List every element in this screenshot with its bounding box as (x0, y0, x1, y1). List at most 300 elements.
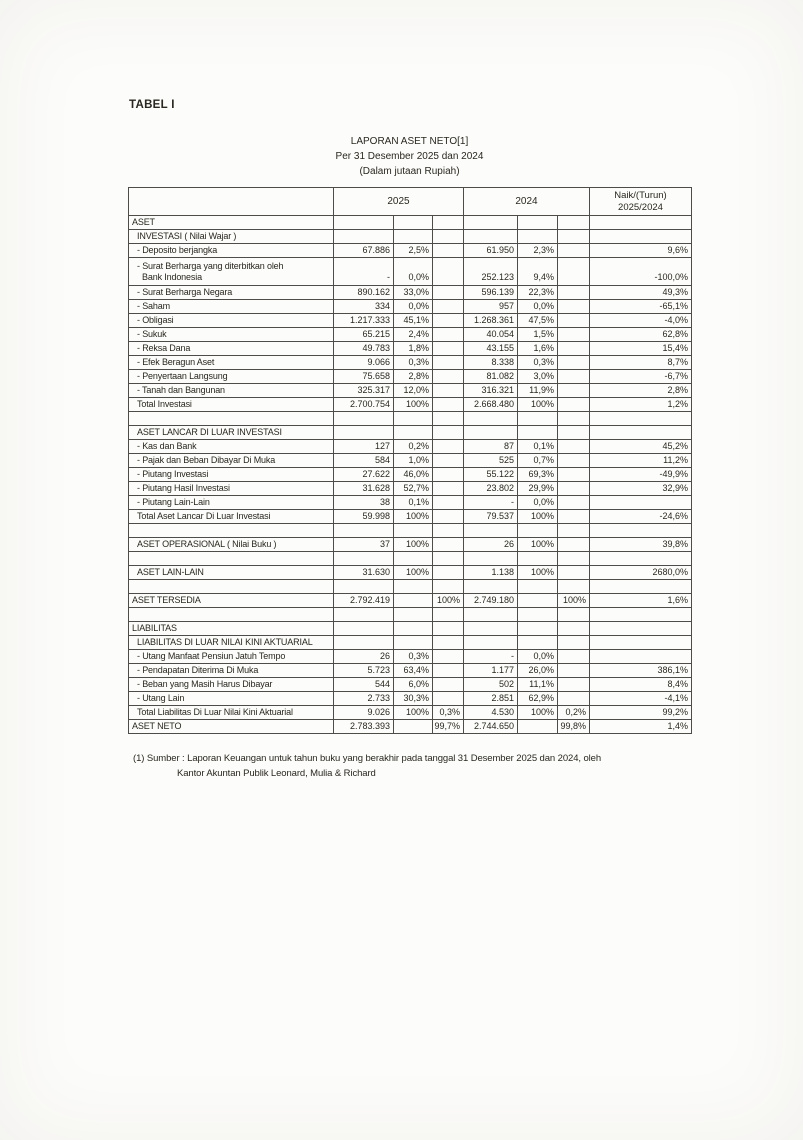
cell-v24: 596.139 (464, 286, 518, 300)
cell-v25: 31.630 (334, 566, 394, 580)
cell-pb24 (558, 524, 590, 538)
cell-pb25 (433, 342, 464, 356)
cell-pb24 (558, 622, 590, 636)
cell-pa24: 9,4% (518, 258, 558, 286)
row-label: Total Liabilitas Di Luar Nilai Kini Aktuarial (129, 706, 334, 720)
cell-v25: 59.998 (334, 510, 394, 524)
cell-pb25 (433, 510, 464, 524)
row-label: - Surat Berharga Negara (129, 286, 334, 300)
cell-pa25: 33,0% (394, 286, 433, 300)
cell-v24 (464, 608, 518, 622)
cell-pb25 (433, 384, 464, 398)
cell-pa24: 69,3% (518, 468, 558, 482)
cell-v25 (334, 580, 394, 594)
cell-chg: 386,1% (590, 664, 692, 678)
table-row (129, 566, 692, 580)
cell-pb24 (558, 398, 590, 412)
cell-chg: -4,0% (590, 314, 692, 328)
table-row (129, 538, 692, 552)
cell-pa24 (518, 580, 558, 594)
cell-pa25: 0,3% (394, 356, 433, 370)
cell-chg: -24,6% (590, 510, 692, 524)
cell-pb25 (433, 580, 464, 594)
cell-pb24 (558, 370, 590, 384)
cell-pa25 (394, 216, 433, 230)
row-label: ASET NETO (129, 720, 334, 734)
cell-pb25 (433, 412, 464, 426)
cell-pb24 (558, 650, 590, 664)
spacer-row (129, 580, 692, 594)
table-row (129, 384, 692, 398)
row-label: - Surat Berharga yang diterbitkan oleh Bank Indonesia (129, 258, 334, 286)
cell-chg (590, 524, 692, 538)
table-row (129, 398, 692, 412)
row-label: - Pendapatan Diterima Di Muka (129, 664, 334, 678)
cell-pb24 (558, 454, 590, 468)
row-label (129, 608, 334, 622)
row-label: - Piutang Investasi (129, 468, 334, 482)
table-row (129, 300, 692, 314)
cell-pa25 (394, 412, 433, 426)
cell-pb25 (433, 524, 464, 538)
cell-pa24: 0,0% (518, 650, 558, 664)
cell-chg: 39,8% (590, 538, 692, 552)
cell-pb25 (433, 370, 464, 384)
row-label: INVESTASI ( Nilai Wajar ) (129, 230, 334, 244)
cell-pa25: 30,3% (394, 692, 433, 706)
cell-v24 (464, 426, 518, 440)
cell-pa24: 0,7% (518, 454, 558, 468)
cell-pb24 (558, 258, 590, 286)
cell-pb25 (433, 608, 464, 622)
net-assets-table (128, 187, 692, 734)
cell-chg (590, 496, 692, 510)
cell-chg: 15,4% (590, 342, 692, 356)
cell-pb24 (558, 678, 590, 692)
document-subtitle-period: Per 31 Desember 2025 dan 2024 (335, 151, 484, 162)
table-row (129, 706, 692, 720)
row-label: Total Investasi (129, 398, 334, 412)
row-label: - Utang Manfaat Pensiun Jatuh Tempo (129, 650, 334, 664)
table-row (129, 636, 692, 650)
cell-v25: 584 (334, 454, 394, 468)
cell-chg (590, 426, 692, 440)
cell-pb24 (558, 664, 590, 678)
cell-v24: 79.537 (464, 510, 518, 524)
cell-pb25 (433, 216, 464, 230)
cell-chg: 49,3% (590, 286, 692, 300)
cell-chg (590, 230, 692, 244)
cell-pa24 (518, 720, 558, 734)
table-row (129, 510, 692, 524)
cell-pa24: 1,5% (518, 328, 558, 342)
cell-v24 (464, 622, 518, 636)
cell-pb25 (433, 426, 464, 440)
row-label: - Utang Lain (129, 692, 334, 706)
cell-v24: 2.668.480 (464, 398, 518, 412)
table-row (129, 258, 692, 286)
cell-chg: 9,6% (590, 244, 692, 258)
table-body (129, 216, 692, 734)
cell-v24 (464, 580, 518, 594)
table-row (129, 594, 692, 608)
cell-pa24: 0,0% (518, 300, 558, 314)
cell-pb24 (558, 300, 590, 314)
cell-pa25: 2,8% (394, 370, 433, 384)
cell-pb24 (558, 384, 590, 398)
cell-pa24 (518, 216, 558, 230)
cell-v25 (334, 426, 394, 440)
cell-v24: 525 (464, 454, 518, 468)
cell-pa25: 1,0% (394, 454, 433, 468)
cell-pa24: 47,5% (518, 314, 558, 328)
cell-v24: 61.950 (464, 244, 518, 258)
cell-pa24 (518, 636, 558, 650)
cell-chg: 2680,0% (590, 566, 692, 580)
cell-pb25 (433, 454, 464, 468)
cell-v24: 957 (464, 300, 518, 314)
cell-pb25 (433, 258, 464, 286)
cell-chg: -49,9% (590, 468, 692, 482)
cell-pb24 (558, 244, 590, 258)
cell-pa24 (518, 426, 558, 440)
cell-pa25 (394, 622, 433, 636)
table-row (129, 692, 692, 706)
row-label: - Beban yang Masih Harus Dibayar (129, 678, 334, 692)
cell-v25: 67.886 (334, 244, 394, 258)
cell-v25 (334, 230, 394, 244)
cell-v25: 26 (334, 650, 394, 664)
cell-pb25 (433, 314, 464, 328)
table-row (129, 314, 692, 328)
cell-v25: 75.658 (334, 370, 394, 384)
cell-v25 (334, 552, 394, 566)
cell-pa24: 1,6% (518, 342, 558, 356)
row-label: - Tanah dan Bangunan (129, 384, 334, 398)
table-row (129, 454, 692, 468)
cell-v25 (334, 608, 394, 622)
cell-v25: 9.066 (334, 356, 394, 370)
cell-pb24 (558, 426, 590, 440)
cell-v24: 43.155 (464, 342, 518, 356)
cell-pb24 (558, 342, 590, 356)
table-row (129, 370, 692, 384)
spacer-row (129, 524, 692, 538)
cell-v24 (464, 636, 518, 650)
row-label: - Sukuk (129, 328, 334, 342)
cell-pa24: 26,0% (518, 664, 558, 678)
cell-v25: 2.733 (334, 692, 394, 706)
cell-v25: 334 (334, 300, 394, 314)
cell-pa25: 6,0% (394, 678, 433, 692)
table-row (129, 468, 692, 482)
row-label: ASET TERSEDIA (129, 594, 334, 608)
cell-pa24: 100% (518, 706, 558, 720)
cell-pa25: 0,1% (394, 496, 433, 510)
cell-pa25: 100% (394, 398, 433, 412)
cell-pa24: 29,9% (518, 482, 558, 496)
cell-pa24: 100% (518, 510, 558, 524)
cell-v25: 65.215 (334, 328, 394, 342)
table-row (129, 426, 692, 440)
title-block (128, 134, 691, 179)
cell-pa24: 100% (518, 538, 558, 552)
cell-pa25: 0,0% (394, 258, 433, 286)
cell-v24: 4.530 (464, 706, 518, 720)
cell-chg (590, 636, 692, 650)
cell-pa25: 100% (394, 706, 433, 720)
row-label (129, 552, 334, 566)
cell-pb24: 99,8% (558, 720, 590, 734)
cell-chg: 2,8% (590, 384, 692, 398)
row-label: - Piutang Hasil Investasi (129, 482, 334, 496)
cell-v25 (334, 524, 394, 538)
spacer-row (129, 552, 692, 566)
spacer-row (129, 412, 692, 426)
cell-chg: 1,6% (590, 594, 692, 608)
table-row (129, 286, 692, 300)
cell-v24 (464, 412, 518, 426)
cell-pb24 (558, 314, 590, 328)
cell-v25: 37 (334, 538, 394, 552)
table-row (129, 678, 692, 692)
cell-v25: 2.783.393 (334, 720, 394, 734)
cell-pa24 (518, 608, 558, 622)
row-label: ASET OPERASIONAL ( Nilai Buku ) (129, 538, 334, 552)
cell-v25 (334, 622, 394, 636)
header-change-line1: Naik/(Turun) (614, 190, 667, 201)
cell-v24: - (464, 496, 518, 510)
cell-pb25 (433, 650, 464, 664)
cell-pb24: 0,2% (558, 706, 590, 720)
cell-pb25 (433, 538, 464, 552)
cell-v24: 2.749.180 (464, 594, 518, 608)
cell-pb24: 100% (558, 594, 590, 608)
cell-pa25: 63,4% (394, 664, 433, 678)
cell-chg (590, 552, 692, 566)
header-change-line2: 2025/2024 (618, 201, 663, 213)
row-label: - Obligasi (129, 314, 334, 328)
cell-pb25 (433, 244, 464, 258)
cell-pa25 (394, 524, 433, 538)
cell-pa25 (394, 636, 433, 650)
cell-pa24 (518, 412, 558, 426)
row-label: - Reksa Dana (129, 342, 334, 356)
cell-chg: 45,2% (590, 440, 692, 454)
cell-pb25 (433, 328, 464, 342)
cell-chg: 32,9% (590, 482, 692, 496)
document-title: LAPORAN ASET NETO[1] (350, 136, 469, 147)
cell-pb25: 0,3% (433, 706, 464, 720)
cell-pa25: 1,8% (394, 342, 433, 356)
cell-chg: 8,7% (590, 356, 692, 370)
cell-pb24 (558, 552, 590, 566)
cell-v25: 2.700.754 (334, 398, 394, 412)
cell-pb25: 99,7% (433, 720, 464, 734)
cell-v24: 1.268.361 (464, 314, 518, 328)
document-subtitle-unit: (Dalam jutaan Rupiah) (359, 166, 460, 177)
cell-pa25: 45,1% (394, 314, 433, 328)
cell-pa24: 100% (518, 566, 558, 580)
cell-pa24 (518, 524, 558, 538)
cell-chg: 1,4% (590, 720, 692, 734)
table-row (129, 496, 692, 510)
spacer-row (129, 608, 692, 622)
cell-pa24: 3,0% (518, 370, 558, 384)
cell-v24: 8.338 (464, 356, 518, 370)
cell-pb25 (433, 286, 464, 300)
cell-pb25 (433, 664, 464, 678)
cell-v24: 316.321 (464, 384, 518, 398)
cell-v25: 9.026 (334, 706, 394, 720)
cell-chg (590, 650, 692, 664)
cell-pb25 (433, 552, 464, 566)
cell-pb25 (433, 468, 464, 482)
table-label: TABEL I (129, 99, 175, 111)
cell-v24: 2.744.650 (464, 720, 518, 734)
cell-pa24: 11,9% (518, 384, 558, 398)
cell-v25: 38 (334, 496, 394, 510)
cell-chg (590, 412, 692, 426)
cell-v24: 1.138 (464, 566, 518, 580)
cell-v24: 23.802 (464, 482, 518, 496)
cell-pb24 (558, 216, 590, 230)
cell-v25: 544 (334, 678, 394, 692)
cell-pb25 (433, 398, 464, 412)
cell-v24 (464, 524, 518, 538)
cell-pb24 (558, 510, 590, 524)
row-label: LIABILITAS DI LUAR NILAI KINI AKTUARIAL (129, 636, 334, 650)
cell-pa25: 2,5% (394, 244, 433, 258)
cell-pa25: 100% (394, 510, 433, 524)
cell-pb25 (433, 622, 464, 636)
cell-pa25: 12,0% (394, 384, 433, 398)
cell-pa25: 0,3% (394, 650, 433, 664)
cell-pa25: 52,7% (394, 482, 433, 496)
table-row (129, 664, 692, 678)
row-label: ASET (129, 216, 334, 230)
cell-chg: 8,4% (590, 678, 692, 692)
row-label: - Saham (129, 300, 334, 314)
table-row (129, 720, 692, 734)
cell-v25 (334, 412, 394, 426)
table-row (129, 650, 692, 664)
row-label: - Kas dan Bank (129, 440, 334, 454)
cell-pa24 (518, 622, 558, 636)
footnote-line1: (1) Sumber : Laporan Keuangan untuk tahun buku yang berakhir pada tanggal 31 Desember 2025 dan 2024, oleh (133, 753, 602, 764)
table-row (129, 440, 692, 454)
cell-chg: -4,1% (590, 692, 692, 706)
cell-pb24 (558, 482, 590, 496)
cell-v25: 27.622 (334, 468, 394, 482)
cell-v24 (464, 230, 518, 244)
cell-v24 (464, 552, 518, 566)
header-change (590, 188, 692, 216)
cell-pb24 (558, 230, 590, 244)
cell-chg: -100,0% (590, 258, 692, 286)
cell-pa25 (394, 608, 433, 622)
cell-v24: 252.123 (464, 258, 518, 286)
row-label (129, 524, 334, 538)
cell-pb24 (558, 566, 590, 580)
table-row (129, 356, 692, 370)
cell-v25: - (334, 258, 394, 286)
row-label (129, 580, 334, 594)
header-year-2025: 2025 (334, 188, 464, 216)
cell-pa25 (394, 552, 433, 566)
cell-v24: 40.054 (464, 328, 518, 342)
table-row (129, 230, 692, 244)
row-label: - Deposito berjangka (129, 244, 334, 258)
row-label: - Piutang Lain-Lain (129, 496, 334, 510)
cell-chg: 62,8% (590, 328, 692, 342)
cell-v25: 2.792.419 (334, 594, 394, 608)
cell-v24: 26 (464, 538, 518, 552)
cell-v24: 87 (464, 440, 518, 454)
cell-v24: 81.082 (464, 370, 518, 384)
cell-v25: 49.783 (334, 342, 394, 356)
table-row (129, 328, 692, 342)
cell-chg: 99,2% (590, 706, 692, 720)
row-label: - Efek Beragun Aset (129, 356, 334, 370)
row-label (129, 412, 334, 426)
cell-pb24 (558, 286, 590, 300)
cell-v24: 2.851 (464, 692, 518, 706)
cell-pb24 (558, 328, 590, 342)
cell-pa25: 100% (394, 566, 433, 580)
cell-pa25: 0,0% (394, 300, 433, 314)
cell-pb25 (433, 692, 464, 706)
cell-v25: 127 (334, 440, 394, 454)
header-empty-label (129, 188, 334, 216)
row-label: ASET LAIN-LAIN (129, 566, 334, 580)
cell-pa24: 0,0% (518, 496, 558, 510)
cell-pb25 (433, 482, 464, 496)
cell-pa24 (518, 552, 558, 566)
cell-pb25 (433, 356, 464, 370)
cell-pb24 (558, 356, 590, 370)
cell-v24: 502 (464, 678, 518, 692)
cell-v25: 1.217.333 (334, 314, 394, 328)
cell-v24: 55.122 (464, 468, 518, 482)
cell-v24 (464, 216, 518, 230)
table-row (129, 342, 692, 356)
cell-chg: -6,7% (590, 370, 692, 384)
cell-pb24 (558, 580, 590, 594)
cell-v24: - (464, 650, 518, 664)
cell-pb24 (558, 468, 590, 482)
cell-pb25: 100% (433, 594, 464, 608)
footnote (133, 752, 601, 781)
cell-v25: 890.162 (334, 286, 394, 300)
cell-pb24 (558, 538, 590, 552)
cell-pa24 (518, 594, 558, 608)
cell-pa24: 0,3% (518, 356, 558, 370)
cell-pb24 (558, 440, 590, 454)
row-label: Total Aset Lancar Di Luar Investasi (129, 510, 334, 524)
cell-chg: -65,1% (590, 300, 692, 314)
cell-pb24 (558, 636, 590, 650)
cell-chg (590, 608, 692, 622)
table-row (129, 244, 692, 258)
cell-pb25 (433, 300, 464, 314)
table-row (129, 622, 692, 636)
cell-pb24 (558, 412, 590, 426)
cell-v25: 31.628 (334, 482, 394, 496)
cell-pa24: 11,1% (518, 678, 558, 692)
cell-pb25 (433, 566, 464, 580)
row-label: ASET LANCAR DI LUAR INVESTASI (129, 426, 334, 440)
